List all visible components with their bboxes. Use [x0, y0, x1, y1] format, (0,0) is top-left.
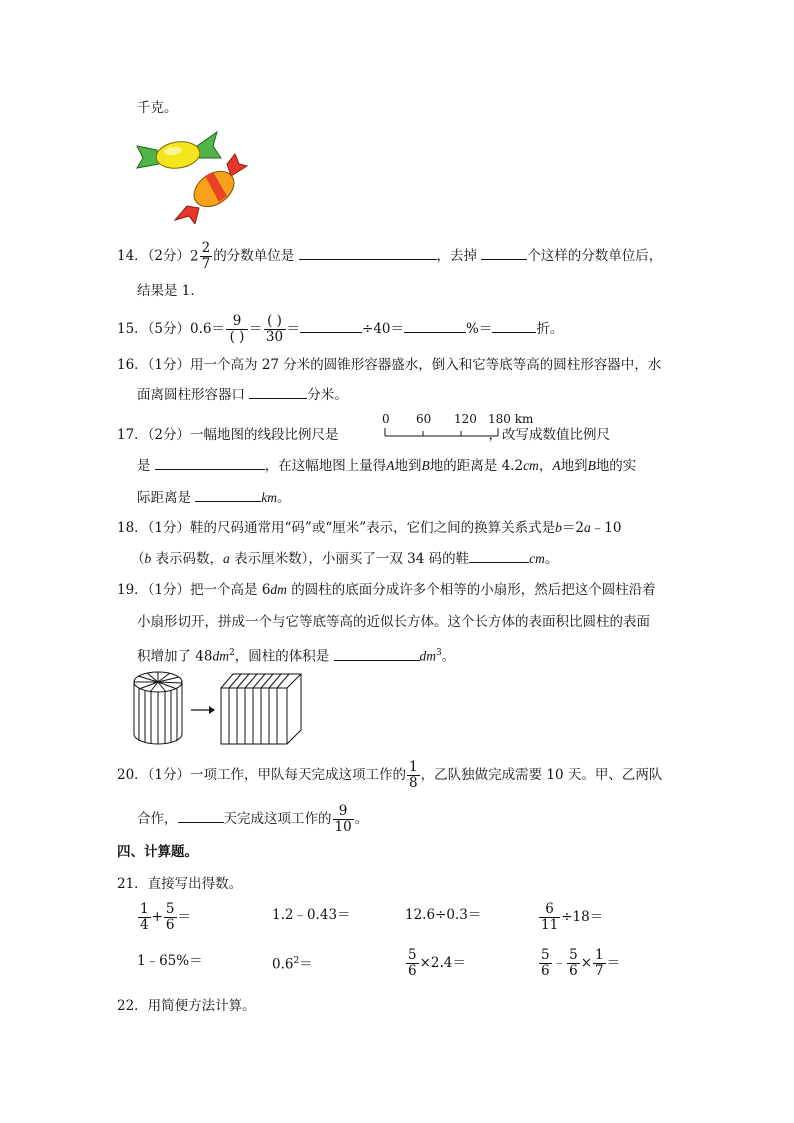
formula-text: ﹣10 — [590, 520, 622, 536]
question-text: 表示厘米数），小丽买了一双 34 码的鞋 — [229, 551, 470, 567]
question-text: 表示码数， — [151, 551, 224, 567]
calc-item — [272, 951, 313, 975]
numerator: 1 — [140, 901, 149, 917]
question-number: 15．（5分） — [117, 321, 191, 337]
question-text: ÷40＝ — [362, 321, 405, 337]
question-text: 的分数单位是 — [213, 248, 295, 264]
answer-blank[interactable] — [178, 808, 224, 823]
numerator: 5 — [541, 947, 550, 963]
calc-text: ÷18＝ — [561, 909, 604, 925]
question-19-cont2 — [137, 643, 455, 667]
question-text: 一项工作，甲队每天完成这项工作的 — [190, 767, 407, 783]
question-17-cont2 — [137, 487, 291, 508]
question-text: 用一个高为 27 分米的圆锥形容器盛水，倒入和它等底等高的圆柱形容器中，水 — [190, 357, 662, 373]
question-text: 。 — [354, 811, 369, 827]
question-text: 把一个高是 6 — [190, 582, 271, 598]
answer-blank[interactable] — [249, 384, 307, 399]
operator: × — [580, 955, 592, 971]
question-text: 。 — [441, 648, 456, 665]
question-text: 个这样的分数单位后， — [527, 248, 663, 264]
formula-var: a — [583, 520, 591, 535]
cylinder-to-cuboid-figure — [133, 668, 308, 750]
calc-item — [137, 902, 191, 933]
question-text: 一幅地图的线段比例尺是 — [190, 427, 339, 443]
question-19-cont: 小扇形切开，拼成一个与它等底等高的近似长方体。这个长方体的表面积比圆柱的表面 — [137, 614, 650, 630]
fraction — [138, 902, 151, 933]
calc-item: 12.6÷0.3＝ — [405, 907, 482, 923]
point-label: B — [421, 458, 430, 473]
question-text: 地到 — [560, 458, 588, 474]
answer-blank[interactable] — [300, 318, 362, 333]
operator: + — [151, 909, 163, 925]
numerator: 6 — [539, 902, 560, 918]
question-text: 际距离是 — [137, 490, 191, 506]
question-text: 是 — [137, 458, 151, 474]
numerator: 9 — [226, 314, 248, 330]
denominator: 7 — [201, 256, 211, 272]
exponent: 2 — [228, 648, 235, 658]
calc-item: 1﹣65%＝ — [137, 953, 203, 969]
question-number: 16．（1分） — [117, 357, 191, 373]
question-22-title: 22．用简便方法计算。 — [117, 998, 256, 1014]
calc-text: 0.6 — [272, 956, 294, 973]
numerator: ( ) — [264, 314, 286, 330]
equals-sign: ＝ — [249, 321, 263, 337]
fraction — [593, 948, 606, 979]
question-15 — [117, 314, 563, 345]
calc-item: 1.2﹣0.43＝ — [272, 907, 351, 923]
denominator: 6 — [541, 963, 550, 979]
question-text: 地到 — [394, 458, 422, 474]
question-14 — [117, 241, 662, 272]
answer-blank[interactable] — [299, 245, 437, 260]
question-text: 。 — [277, 490, 291, 506]
unit: cm — [529, 551, 545, 566]
denominator: 6 — [408, 963, 417, 979]
denominator: 10 — [334, 819, 352, 835]
denominator: 11 — [541, 917, 559, 933]
point-label: B — [587, 458, 596, 473]
fraction — [164, 902, 177, 933]
numerator: 2 — [201, 240, 211, 256]
fraction — [226, 314, 248, 345]
fraction — [407, 760, 420, 791]
question-text: 的圆柱的底面分成许多个相等的小扇形，然后把这个圆柱沿着 — [286, 582, 656, 598]
equals-sign: ＝ — [286, 321, 301, 337]
unit: cm — [523, 458, 539, 473]
answer-blank[interactable] — [469, 548, 529, 563]
scale-label: 120 — [454, 412, 477, 426]
question-text: %＝ — [466, 321, 493, 337]
scale-label: 0 — [382, 412, 390, 426]
fraction — [539, 948, 552, 979]
question-text: 鞋的尺码通常用“码”或“厘米”表示，它们之间的换算关系式是 — [190, 520, 556, 536]
question-20-cont — [137, 804, 368, 835]
formula-var: b — [144, 551, 152, 566]
unit: dm — [419, 648, 437, 664]
question-number: 18．（1分） — [117, 520, 191, 536]
candy-illustration — [135, 128, 250, 224]
denominator: 8 — [409, 775, 418, 791]
denominator: 6 — [165, 917, 175, 933]
question-number: 14．（2分） — [117, 248, 191, 264]
question-number: 17．（2分） — [117, 427, 191, 443]
question-text: 。 — [544, 551, 559, 567]
formula-var: b — [555, 520, 562, 535]
fraction — [264, 314, 286, 345]
equals-sign: ＝ — [177, 909, 191, 925]
line-scale-bar — [382, 412, 542, 440]
question-text: ，改写成数值比例尺 — [488, 427, 611, 443]
unit: dm — [212, 648, 229, 664]
point-label: A — [386, 458, 395, 473]
question-text: 折。 — [536, 321, 564, 337]
question-21-title: 21．直接写出得数。 — [117, 876, 243, 892]
question-text: 合作， — [137, 811, 178, 827]
question-19 — [117, 580, 656, 600]
scale-ruler — [382, 426, 502, 438]
question-text: 分米。 — [307, 387, 348, 403]
answer-blank[interactable] — [155, 455, 265, 470]
equals-sign: ＝ — [299, 956, 313, 973]
unit: dm — [270, 582, 287, 597]
cuboid-figure — [221, 674, 301, 744]
calc-item — [405, 948, 466, 979]
question-16-cont — [137, 384, 348, 405]
question-text: 天完成这项工作的 — [223, 811, 332, 827]
question-number: 20．（1分） — [117, 767, 191, 783]
numerator: 5 — [408, 947, 417, 963]
numerator: 5 — [165, 901, 175, 917]
numerator: 1 — [595, 947, 604, 963]
equals-sign: ＝ — [606, 955, 621, 971]
answer-blank[interactable] — [334, 646, 420, 661]
answer-blank[interactable] — [492, 318, 536, 333]
fraction — [567, 948, 580, 979]
exponent: 3 — [436, 648, 442, 658]
unit: km — [261, 490, 278, 505]
calc-text: ×2.4＝ — [419, 955, 466, 971]
calc-item — [538, 902, 603, 933]
scale-label: 180 km — [488, 412, 534, 426]
continued-text: 千克。 — [137, 100, 178, 116]
question-text: ，乙队独做完成需要 10 天。甲、乙两队 — [420, 767, 663, 783]
fraction — [539, 902, 560, 933]
point-label: A — [552, 458, 561, 473]
exponent: 2 — [293, 956, 300, 966]
answer-blank[interactable] — [404, 318, 466, 333]
question-text: 地的实 — [595, 458, 637, 474]
question-text: 积增加了 48 — [137, 648, 213, 665]
operator: ﹣ — [552, 955, 567, 971]
numerator: 1 — [409, 759, 418, 775]
denominator: 6 — [569, 963, 578, 979]
question-17-cont — [137, 455, 636, 476]
numerator: 5 — [569, 947, 578, 963]
formula-var: a — [223, 551, 230, 566]
question-number: 19．（1分） — [117, 582, 191, 598]
question-text: ，圆柱的体积是 — [234, 648, 330, 665]
denominator: ( ) — [229, 329, 245, 345]
numerator: 9 — [333, 804, 354, 820]
mixed-number-integer: 2 — [190, 248, 199, 265]
denominator: 30 — [265, 329, 284, 345]
arrow-icon — [191, 706, 215, 714]
question-text: ，在这幅地图上量得 — [264, 458, 387, 474]
question-18-cont — [131, 548, 558, 569]
section-heading: 四、计算题。 — [117, 844, 198, 860]
fraction — [333, 804, 354, 835]
question-16 — [117, 355, 661, 375]
cylinder-figure — [134, 672, 182, 744]
question-text: （ — [131, 551, 145, 567]
denominator: 7 — [595, 963, 604, 979]
question-text: 0.6＝ — [190, 321, 226, 337]
question-18 — [117, 518, 621, 538]
question-text: 地的距离是 4.2 — [429, 458, 524, 474]
question-text: ，去掉 — [436, 248, 478, 264]
formula-text: ＝2 — [561, 520, 584, 536]
question-text: ， — [538, 458, 553, 474]
question-14-cont: 结果是 1． — [137, 283, 204, 299]
question-text: 面离圆柱形容器口 — [137, 387, 245, 403]
fraction — [406, 948, 419, 979]
scale-label: 60 — [416, 412, 432, 426]
calc-item — [538, 948, 620, 979]
fraction — [200, 241, 213, 272]
question-20 — [117, 760, 662, 791]
answer-blank[interactable] — [481, 245, 527, 260]
answer-blank[interactable] — [195, 487, 261, 502]
denominator: 4 — [140, 917, 149, 933]
